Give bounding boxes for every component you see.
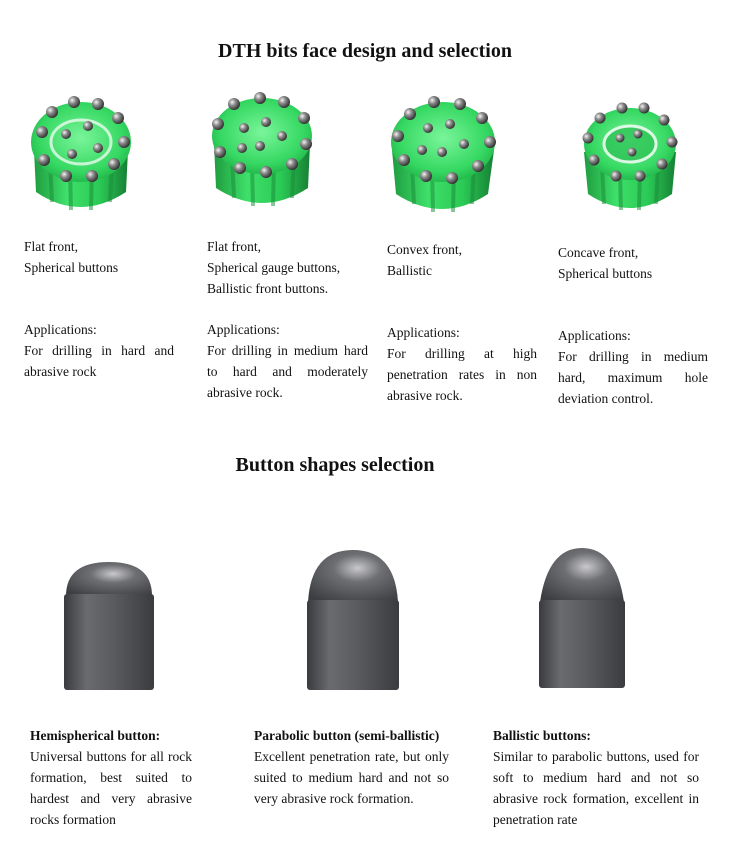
- button-description: Similar to parabolic buttons, used for soft to medium hard and not so abrasive rock formation, excellent in penetration rate: [493, 749, 699, 827]
- flat-front-bit-icon: [22, 92, 140, 220]
- bit-design-line: Ballistic front buttons.: [207, 281, 329, 296]
- bit-design-line: Ballistic: [387, 263, 432, 278]
- button-name: Parabolic button (semi-ballistic): [254, 728, 440, 743]
- applications-label: Applications:: [24, 322, 97, 337]
- applications-text: For drilling in medium hard, maximum hole deviation control.: [558, 349, 708, 406]
- ballistic-button-icon: [538, 546, 626, 690]
- bit-design-concave-front: [558, 242, 718, 284]
- flat-front-gauge-bit-icon: [204, 92, 322, 220]
- applications-text: For drilling in medium hard to hard and moderately abrasive rock.: [207, 343, 368, 400]
- applications-text: For drilling at high penetration rates in non abrasive rock.: [387, 346, 537, 403]
- concave-front-bit-icon: [574, 98, 686, 222]
- convex-front-bit-icon: [384, 94, 502, 222]
- bit-design-line: Spherical buttons: [24, 260, 119, 275]
- button-description: Universal buttons for all rock formation, best suited to hardest and very abrasive rocks formation: [30, 749, 192, 827]
- applications-label: Applications:: [558, 328, 631, 343]
- bit-applications-flat-front-gauge: [207, 319, 368, 403]
- parabolic-button-icon: [305, 548, 401, 692]
- bit-design-convex-front: [387, 239, 547, 281]
- button-name: Hemispherical button:: [30, 728, 161, 743]
- section-title-bit-face: DTH bits face design and selection: [218, 40, 512, 62]
- bit-applications-flat-front: [24, 319, 174, 382]
- section-title-button-shapes: Button shapes selection: [235, 454, 435, 476]
- bit-design-line: Concave front,: [558, 245, 639, 260]
- applications-label: Applications:: [387, 325, 460, 340]
- bit-design-line: Spherical buttons: [558, 266, 653, 281]
- bit-design-flat-front: [24, 236, 184, 278]
- bit-applications-concave-front: [558, 325, 708, 409]
- hemispherical-button-icon: [62, 560, 156, 692]
- bit-design-line: Spherical gauge buttons,: [207, 260, 341, 275]
- bit-applications-convex-front: [387, 322, 537, 406]
- button-name: Ballistic buttons:: [493, 728, 591, 743]
- bit-design-line: Convex front,: [387, 242, 462, 257]
- bit-design-line: Flat front,: [24, 239, 78, 254]
- button-desc-parabolic: [254, 725, 449, 809]
- bit-design-flat-front-gauge: [207, 236, 377, 299]
- applications-label: Applications:: [207, 322, 280, 337]
- button-description: Excellent penetration rate, but only suited to medium hard and not so very abrasive rock formation.: [254, 749, 449, 806]
- button-desc-hemispherical: [30, 725, 192, 830]
- button-desc-ballistic: [493, 725, 699, 830]
- applications-text: For drilling in hard and abrasive rock: [24, 343, 174, 379]
- bit-design-line: Flat front,: [207, 239, 261, 254]
